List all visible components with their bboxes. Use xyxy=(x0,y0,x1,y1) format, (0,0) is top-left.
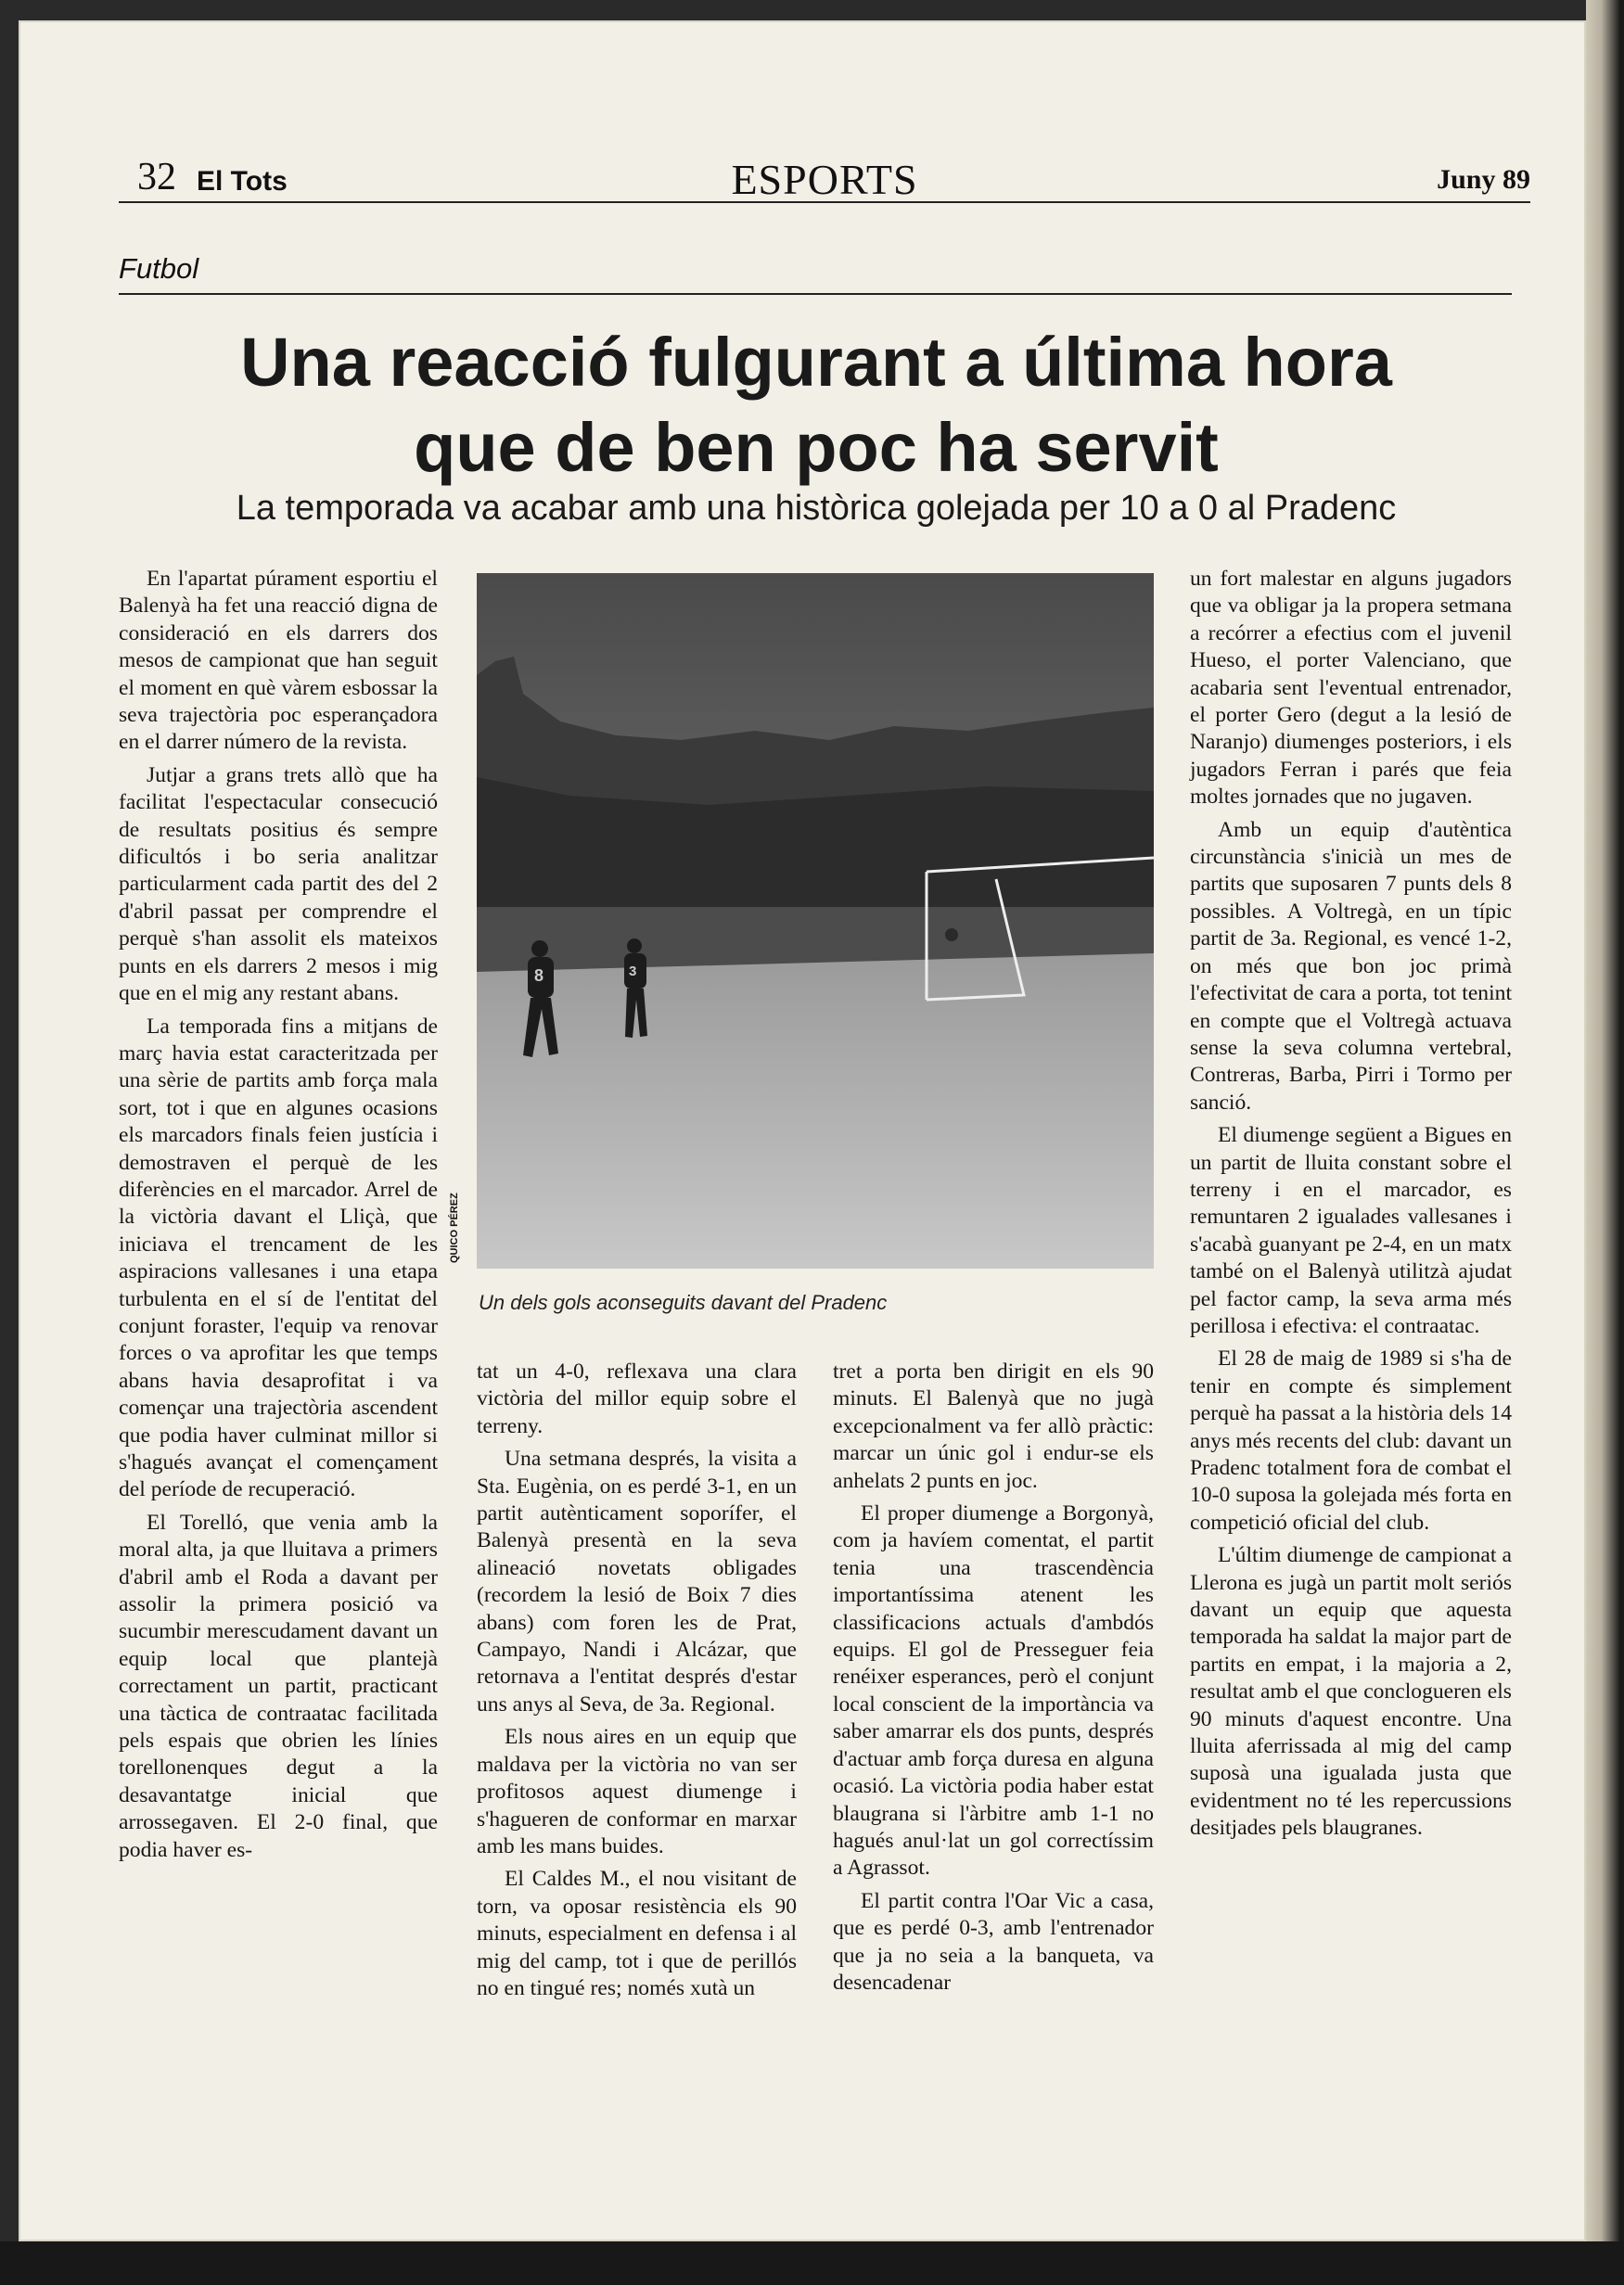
paragraph: un fort malestar en alguns jugadors que va obligar ja la propera setmana a recórrer a efectius com el juvenil Hueso, el porter Valenciano, que acabaria sent l'eventual entrenador, el porter Gero (degut a la lesió de Naranjo) diumenges posteriors, i els jugadors Ferran i parés que feia moltes jornades que no jugaven. xyxy=(1190,567,1512,810)
jersey-number: 3 xyxy=(629,964,637,979)
paragraph: El Torelló, que venia amb la moral alta, ja que lluitava a primers d'abril amb el Roda a davant per assolir la primera posició va sucumbir merescudament davant un equip local que plantejà correctament un partit, practicant una tàctica de contraatac facilitada pels espais que obrien les línies torellonenques degut a la desavantatge inicial que arrossegaven. El 2-0 final, que podia haver es- xyxy=(119,1510,438,1862)
section-title: ESPORTS xyxy=(731,156,918,203)
page-number: 32 xyxy=(137,156,176,198)
article-subheadline: La temporada va acabar amb una històrica golejada per 10 a 0 al Pradenc xyxy=(236,489,1397,528)
paragraph: tat un 4-0, reflexava una clara victòria del millor equip sobre el terreny. xyxy=(477,1360,797,1438)
jersey-number: 8 xyxy=(534,966,544,985)
headline-line-1: Una reacció fulgurant a última hora xyxy=(240,324,1392,401)
paragraph: El 28 de maig de 1989 si s'ha de tenir en compte és simplement perquè ha passat a la història dels 14 anys més recents del club: davant un Pradenc totalment fora de combat el 10-0 suposa la golejada més forta en competició oficial del club. xyxy=(1190,1347,1512,1535)
article-kicker: Futbol xyxy=(119,252,1512,295)
goalkeeper xyxy=(945,928,958,941)
article-column-1 xyxy=(119,566,438,1870)
article-column-3 xyxy=(833,1359,1154,2002)
article-headline xyxy=(121,320,1512,491)
paragraph: Els nous aires en un equip que maldava per la victòria no van ser profitosos aquest diumenge i s'hagueren de conformar en marxar amb les mans buides. xyxy=(477,1725,797,1858)
paragraph: El diumenge següent a Bigues en un partit de lluita constant sobre el terreny i en el marcador, es remuntaren 2 igualades vallesanes i s'acabà guanyant pe 2-4, en un matx també on el Balenyà utilitzà ajudat pel factor camp, la seva arma més perillosa i efectiva: el contraatac. xyxy=(1190,1123,1512,1338)
article-column-2 xyxy=(477,1359,797,2008)
issue-date: Juny 89 xyxy=(1437,164,1530,195)
article-column-4 xyxy=(1190,566,1512,1848)
scan-edge-right xyxy=(1586,0,1624,2285)
paragraph: El proper diumenge a Borgonyà, com ja havíem comentat, el partit tenia una trascendència importantíssima atenent les classificacions actuals d'ambdós equips. El gol de Presseguer feia renéixer esperances, però el conjunt local conscient de la importància va saber amarrar els dos punts, després d'actuar amb força duresa en alguna ocasió. La victòria podia haber estat blaugrana si l'àrbitre amb 1-1 no hagués anul·lat un gol correctíssim a Agrassot. xyxy=(833,1501,1154,1881)
paragraph: La temporada fins a mitjans de març havia estat caracteritzada per una sèrie de partits amb força mala sort, tot i que en algunes ocasions els marcadors finals feien justícia i demostraven el perquè de les diferències en el marcador. Arrel de la victòria davant el Lliçà, que iniciava el trencament de les aspiracions vallesanes i una etapa turbulenta en el sí de l'entitat del conjunt foraster, l'equip va renovar forces o va aprofitar les que temps abans havia desaprofitat i va començar una trajectòria ascendent que podia haver culminat millor si s'hagués avançat el començament del període de recuperació. xyxy=(119,1014,438,1502)
page-header xyxy=(119,155,1530,203)
paragraph: tret a porta ben dirigit en els 90 minuts. El Balenyà que no jugà excepcionalment va fer allò pràctic: marcar un únic gol i endur-se els anhelats 2 punts en joc. xyxy=(833,1360,1154,1493)
football-match-illustration xyxy=(477,573,1154,1269)
photo-credit: QUICO PÉREZ xyxy=(449,1193,460,1263)
match-photo xyxy=(477,573,1154,1269)
paragraph: El Caldes M., el nou visitant de torn, va oposar resistència els 90 minuts, especialment en defensa i al mig del camp, tot i que de perillós no en tingué res; només xutà un xyxy=(477,1867,797,2000)
magazine-name: El Tots xyxy=(197,166,288,197)
headline-line-2: que de ben poc ha servit xyxy=(414,409,1219,486)
pitch xyxy=(477,953,1154,1269)
paragraph: El partit contra l'Oar Vic a casa, que es perdé 0-3, amb l'entrenador que ja no seia a la banqueta, va desencadenar xyxy=(833,1888,1154,1995)
photo-caption: Un dels gols aconseguits davant del Pradenc xyxy=(479,1291,888,1314)
paragraph: Una setmana després, la visita a Sta. Eugènia, on es perdé 3-1, en un partit autènticament soporífer, el Balenyà presentà en la seva alineació novetats obligades (recordem la lesió de Boix 7 dies abans) com foren les de Prat, Campayo, Nandi i Alcázar, que retornava a l'entitat després d'estar uns anys al Seva, de 3a. Regional. xyxy=(477,1447,797,1717)
paragraph: L'últim diumenge de campionat a Llerona es jugà un partit molt seriós davant un equip que aquesta temporada ha saldat la major part de partits en empat, i la majoria a 2, resultat amb el que conclogueren els 90 minuts d'aquest encontre. Una lluita aferrissada al mig del camp suposà una igualada justa que evidentment no té les repercussions desitjades pels blaugranes. xyxy=(1190,1543,1512,1841)
paragraph: En l'apartat púrament esportiu el Balenyà ha fet una reacció digna de consideració en els darrers dos mesos de campionat que han seguit el moment en què vàrem esbossar la seva trajectòria poc esperançadora en el darrer número de la revista. xyxy=(119,567,438,755)
paragraph: Amb un equip d'autèntica circunstància s'inicià un mes de partits que suposaren 7 punts dels 8 possibles. A Voltregà, en un típic partit de 3a. Regional, es vencé 1-2, on més que bon joc primà l'efectivitat de cara a porta, tot tenint en compte que el Voltregà actuava sense la seva columna vertebral, Contreras, Barba, Pirri i Tormo per sanció. xyxy=(1190,817,1512,1115)
paragraph: Jutjar a grans trets allò que ha facilitat l'espectacular consecució de resultats positius és sempre dificultós i bo seria analitzar particularment cada partit des del 2 d'abril passat per comprendre el perquè s'han assolit els mateixos punts en els darrers 2 mesos i mig que en el mig any restant abans. xyxy=(119,762,438,1006)
scan-edge-bottom xyxy=(0,2241,1624,2285)
